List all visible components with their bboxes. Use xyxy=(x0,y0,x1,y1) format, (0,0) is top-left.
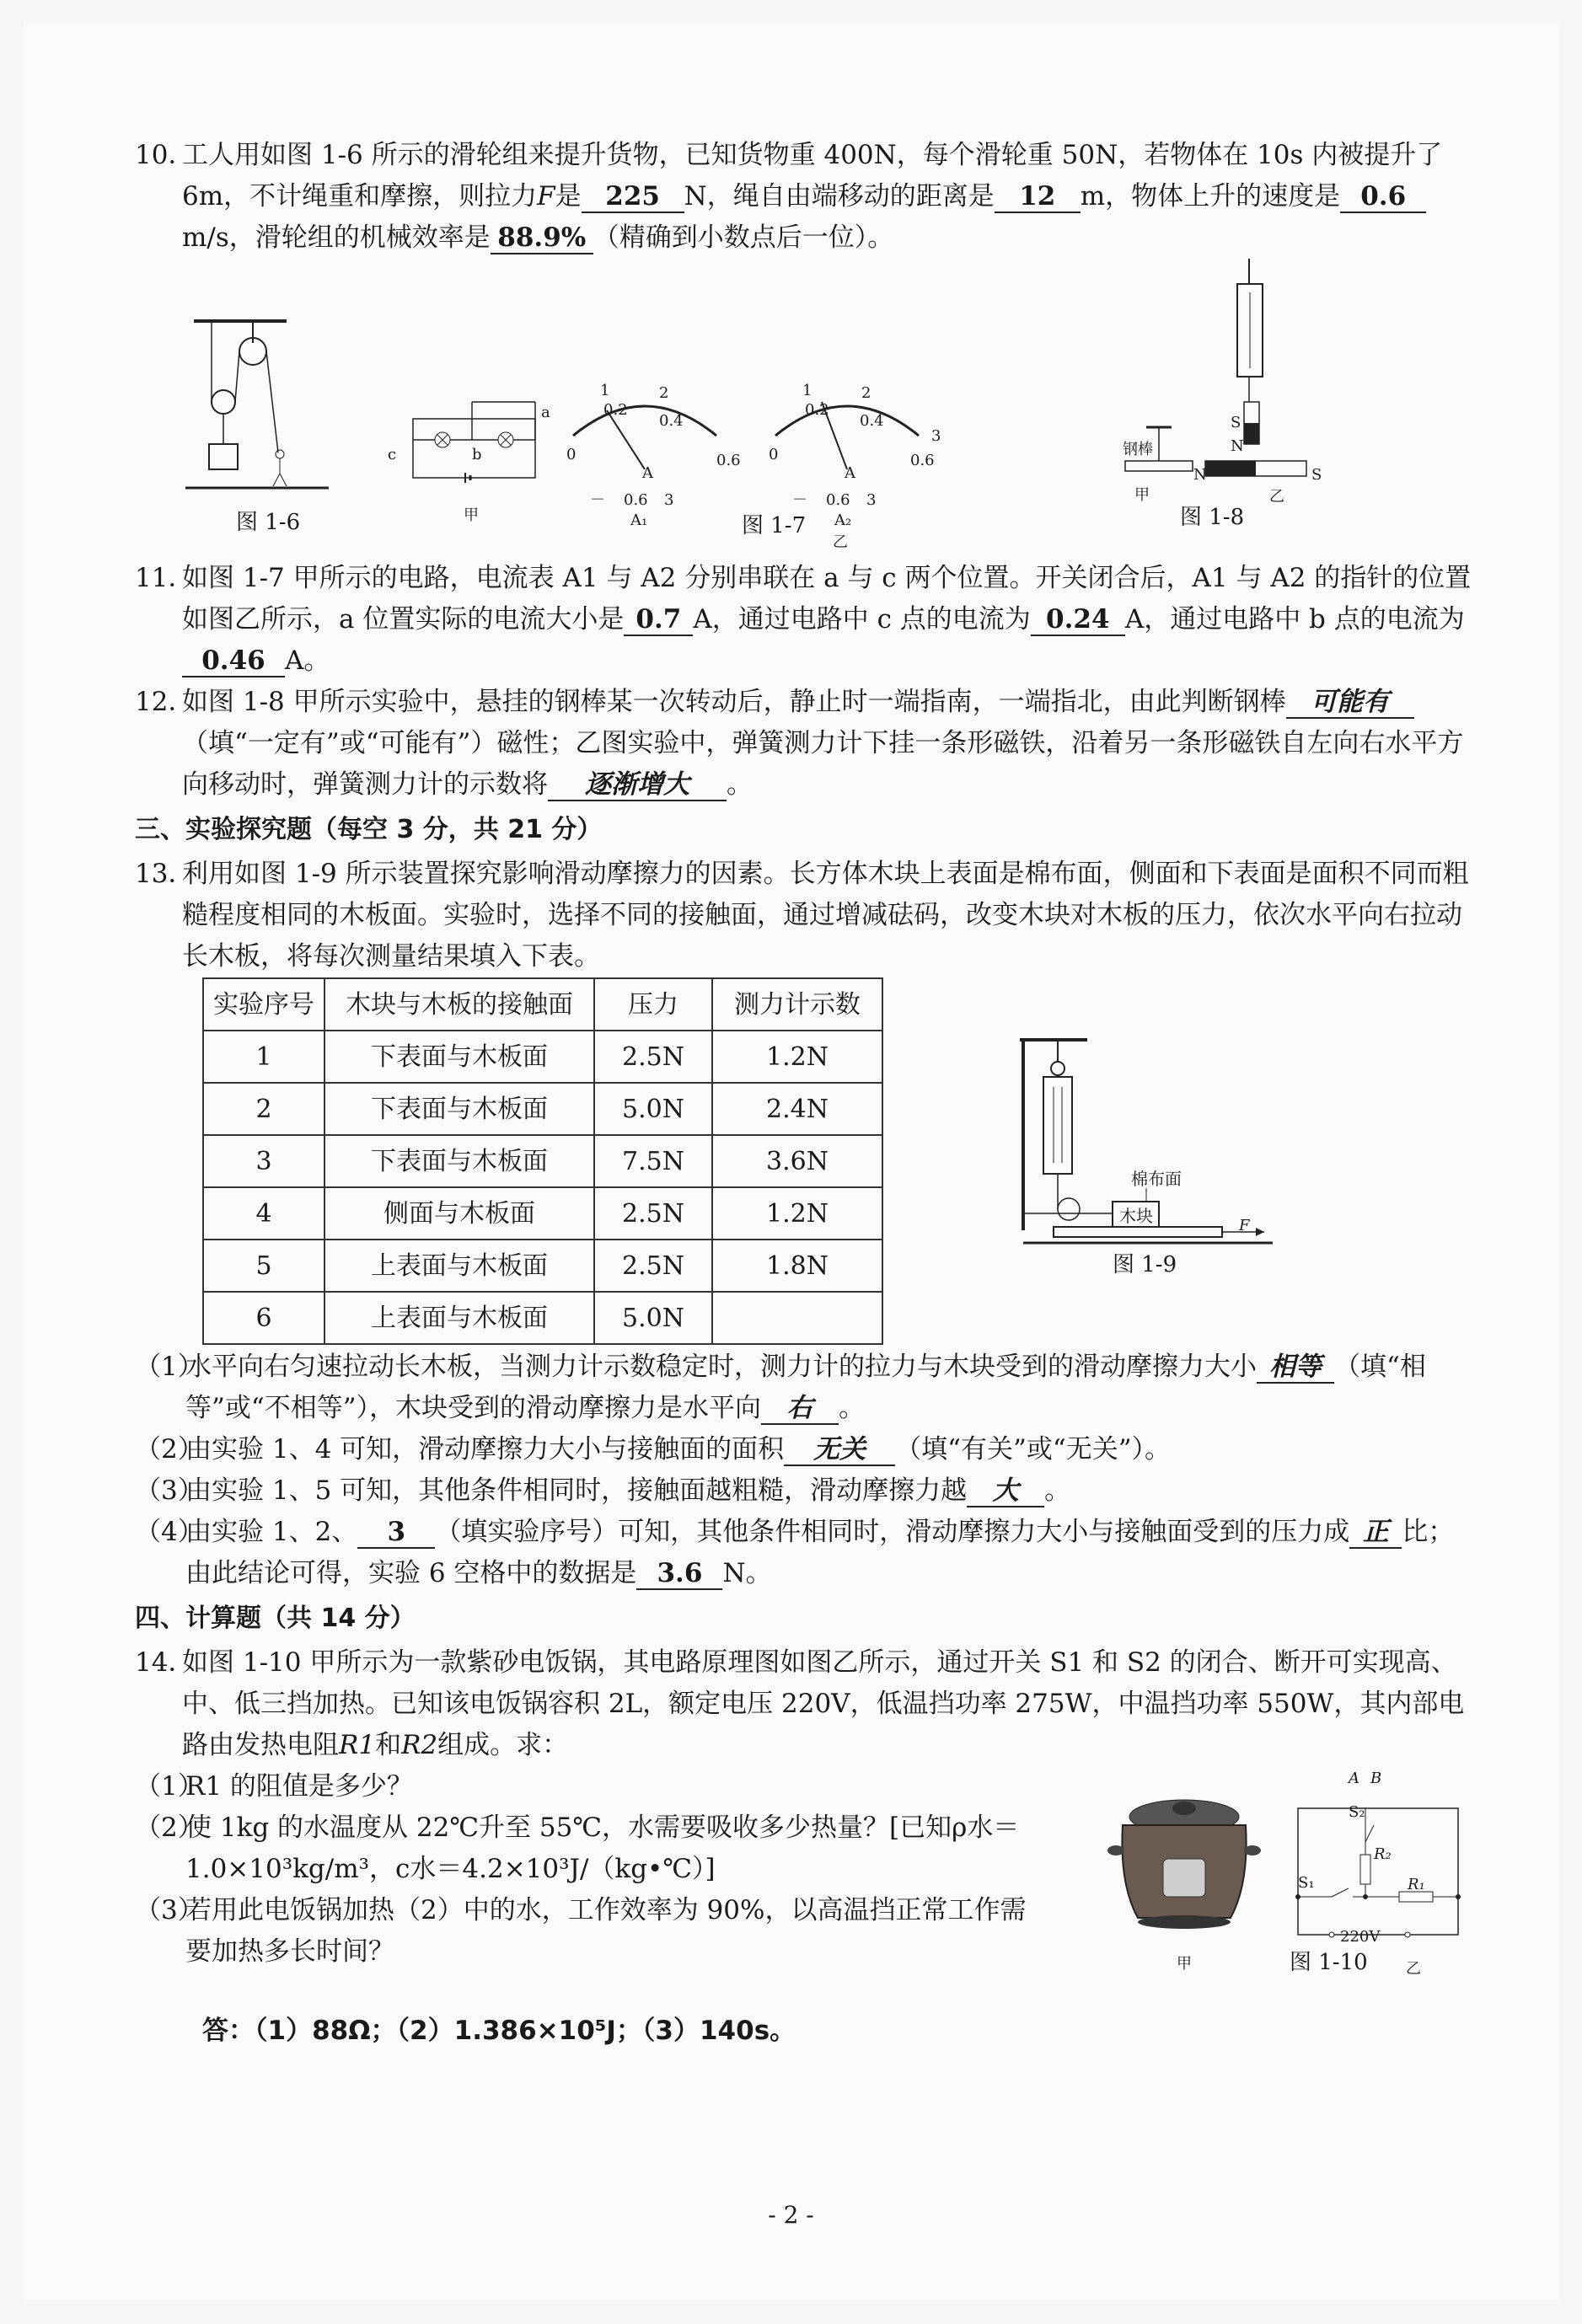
answer-blank: 可能有 xyxy=(1286,687,1414,719)
answer-blank: 0.46 xyxy=(182,645,285,677)
cooker-circuit-figure xyxy=(1290,1791,1467,1943)
ammeter-a1-dial xyxy=(556,377,733,469)
table-row: 2 下表面与木板面 5.0N 2.4N xyxy=(203,1083,882,1135)
ammeter-a2-dial xyxy=(759,377,936,469)
answer-blank: 逐渐增大 xyxy=(548,769,727,801)
table-row: 5 上表面与木板面 2.5N 1.8N xyxy=(203,1240,882,1292)
table-row: 6 上表面与木板面 5.0N xyxy=(203,1292,882,1344)
section-heading: 三、实验探究题（每空 3 分，共 21 分） xyxy=(135,815,603,844)
figure-caption: 图 1-7 xyxy=(742,513,807,538)
table-row: 4 侧面与木板面 2.5N 1.2N xyxy=(203,1187,882,1240)
table-header-row: 实验序号 木块与木板的接触面 压力 测力计示数 xyxy=(203,978,882,1031)
question-14: 14． 如图 1-10 甲所示为一款紫砂电饭锅，其电路原理图如图乙所示，通过开关 S1 和 S2 的闭合、断开可实现高、中、低三挡加热。已知该电饭锅容积 2L，额定电压 220V，低温挡功率 275W，中温挡功率 550W，其内部电路由发热电阻R1和R2组成。求： xyxy=(135,1647,1465,1760)
figure-caption: 图 1-10 xyxy=(1290,1950,1368,1975)
answer-blank: 3 xyxy=(357,1517,435,1549)
question-number: 10． xyxy=(135,140,195,170)
figure-caption: 图 1-8 xyxy=(1180,505,1245,530)
answer-summary: 答：（1）88Ω；（2）1.386×10⁵J；（3）140s。 xyxy=(202,2016,796,2046)
pulley-figure xyxy=(185,318,329,495)
question-11: 11． 如图 1-7 甲所示的电路，电流表 A1 与 A2 分别串联在 a 与 c 两个位置。开关闭合后，A1 与 A2 的指针的位置如图乙所示，a 位置实际的电流大小是 0.7 A，通过电路中 c 点的电流为 0.24 A，通过电路中 b 点的电流为0.46 A。 xyxy=(135,563,1472,676)
circuit-figure xyxy=(396,394,539,486)
question-10: 10． 工人用如图 1-6 所示的滑轮组来提升货物，已知货物重 400N，每个滑轮重 50N，若物体在 10s 内被提升了 6m，不计绳重和摩擦，则拉力F是 225 N，绳自由端移动的距离是 12 m，物体上升的速度是 0.6m/s，滑轮组的机械效率是 88.9% （精确到小数点后一位）。 xyxy=(135,135,1475,259)
answer-blank: 0.7 xyxy=(624,604,693,636)
answer-blank: 右 xyxy=(761,1393,839,1425)
answer-blank: 12 xyxy=(995,181,1081,213)
question-13: 13． 利用如图 1-9 所示装置探究影响滑动摩擦力的因素。长方体木块上表面是棉布面，侧面和下表面是面积不同而粗糙程度相同的木板面。实验时，选择不同的接触面，通过增减砝码，改变木块对木板的压力，依次水平向右拉动长木板，将每次测量结果填入下表。 xyxy=(135,859,1469,972)
answer-blank: 正 xyxy=(1349,1517,1402,1549)
answer-blank: 3.6 xyxy=(636,1558,722,1590)
subquestion-14-2: （2） 使 1kg 的水温度从 22℃升至 55℃，水需要吸收多少热量？[已知ρ水＝1.0×10³kg/m³，c水＝4.2×10³J/（kg•℃）] xyxy=(135,1813,1020,1884)
rice-cooker-image xyxy=(1104,1791,1264,1935)
subquestion-13-4: （4） 由实验 1、2、 3 （填实验序号）可知，其他条件相同时，滑动摩擦力大小与接触面受到的压力成 正 比；由此结论可得，实验 6 空格中的数据是 3.6 N。 xyxy=(135,1517,1455,1588)
figures-row: 图 1-6 a b c 甲 0 0.2 1 0.4 2 0.6 A － 0.6 3 A₁ 0 0.2 1 0.4 2 0.6 3 A － 0.6 3 A₂ 图 1-7 乙 钢棒 甲 S N N S 乙 图 1-8 xyxy=(135,259,1475,558)
section-heading: 四、计算题（共 14 分） xyxy=(135,1604,416,1633)
table-row: 1 下表面与木板面 2.5N 1.2N xyxy=(203,1031,882,1083)
page-number: - 2 - xyxy=(768,2201,814,2229)
subquestion-13-1: （1） 水平向右匀速拉动长木板，当测力计示数稳定时，测力计的拉力与木块受到的滑动摩擦力大小 相等 （填“相等”或“不相等”），木块受到的滑动摩擦力是水平向 右 。 xyxy=(135,1352,1426,1423)
question-12: 12． 如图 1-8 甲所示实验中，悬挂的钢棒某一次转动后，静止时一端指南，一端指北，由此判断钢棒 可能有（填“一定有”或“可能有”）磁性；乙图实验中，弹簧测力计下挂一条形磁铁，沿着另一条形磁铁自左向右水平方向移动时，弹簧测力计的示数将 逐渐增大 。 xyxy=(135,687,1464,800)
answer-blank: 88.9% xyxy=(491,222,593,254)
answer-blank: 无关 xyxy=(784,1434,895,1466)
subquestion-13-3: （3） 由实验 1、5 可知，其他条件相同时，接触面越粗糙，滑动摩擦力越 大 。 xyxy=(135,1475,1071,1506)
table-row: 3 下表面与木板面 7.5N 3.6N xyxy=(203,1135,882,1187)
answer-blank: 0.24 xyxy=(1031,604,1125,636)
answer-blank: 大 xyxy=(967,1475,1044,1507)
worksheet-page xyxy=(135,135,1475,2052)
results-table xyxy=(202,977,883,1345)
subquestion-14-3: （3） 若用此电饭锅加热（2）中的水，工作效率为 90%，以高温挡正常工作需要加热多长时间？ xyxy=(135,1895,1027,1967)
table-block: 实验序号 木块与木板的接触面 压力 测力计示数 1 下表面与木板面 2.5N 1.2N 2 下表面与木板面 5.0N 2.4N 3 下表面与木板面 7.5N 3.6N 4 侧面与木板面 2.5N 1.2N 5 上表面与木板面 2.5N 1.8N 6 上表面与木板面 5.0N 棉布面 木块 F 图 1-9 xyxy=(135,977,1475,1347)
answer-blank: 相等 xyxy=(1257,1352,1334,1384)
figure-caption: 图 1-6 xyxy=(236,510,301,535)
subquestion-14-1: （1） R1 的阻值是多少？ xyxy=(135,1771,413,1802)
q14-block: （1） R1 的阻值是多少？ （2） 使 1kg 的水温度从 22℃升至 55℃，水需要吸收多少热量？[已知ρ水＝1.0×10³kg/m³，c水＝4.2×10³J/（kg•℃）] （3） 若用此电饭锅加热（2）中的水，工作效率为 90%，以高温挡正常工作需要加热多长时间？ 甲 A B S₂ R₂ S₁ R₁ 220V 图 1-10 乙 xyxy=(135,1766,1475,1994)
subquestion-13-2: （2） 由实验 1、4 可知，滑动摩擦力大小与接触面的面积 无关 （填“有关”或“无关”）。 xyxy=(135,1434,1172,1465)
figure-caption: 图 1-9 xyxy=(1113,1252,1177,1277)
answer-blank: 0.6 xyxy=(1340,181,1426,213)
answer-blank: 225 xyxy=(582,181,684,213)
